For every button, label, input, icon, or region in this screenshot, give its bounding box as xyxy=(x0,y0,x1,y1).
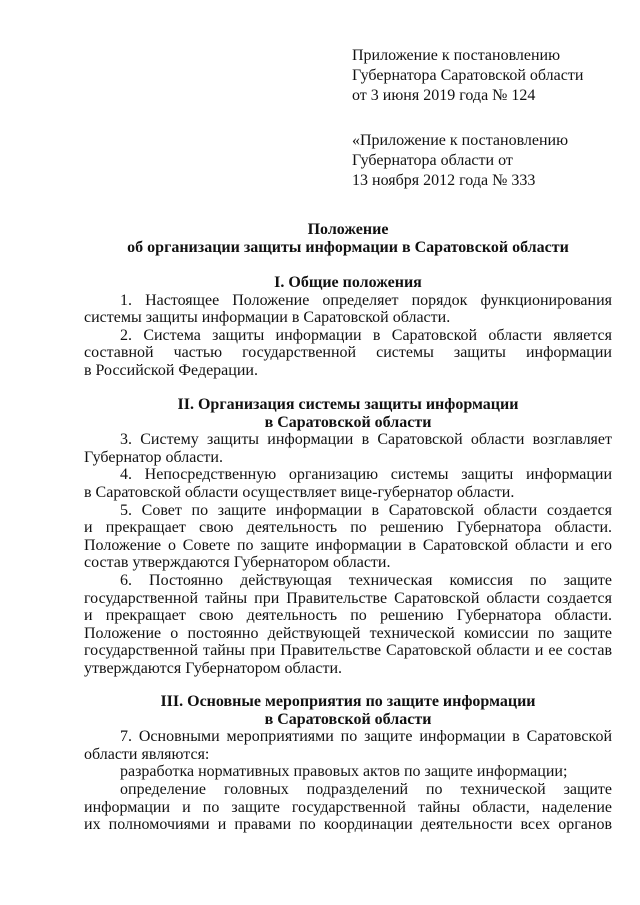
paragraph-line: 3. Систему защиты информации в Саратовской области возглавляет xyxy=(120,431,612,449)
paragraph-line: состав утверждаются Губернатором области. xyxy=(84,554,391,572)
paragraph-line: составной частью государственной системы защиты информации xyxy=(84,344,612,362)
paragraph-line: 2. Система защиты информации в Саратовской области является xyxy=(120,326,612,344)
paragraph-line: 7. Основными мероприятиями по защите информации в Саратовской xyxy=(120,728,612,746)
paragraph-line: их полномочиями и правами по координации деятельности всех органов xyxy=(84,816,612,834)
paragraph-line: 4. Непосредственную организацию системы защиты информации xyxy=(120,466,612,484)
paragraph-line: 6. Постоянно действующая техническая комиссия по защите xyxy=(120,571,612,589)
section-1 xyxy=(84,274,612,380)
header-line: Губернатора области от xyxy=(352,152,513,169)
paragraph-line: Положение о постоянно действующей технической комиссии по защите xyxy=(84,624,612,642)
paragraph-line: государственной тайны при Правительстве Саратовской области создается xyxy=(84,589,612,607)
paragraph-line: определение головных подразделений по технической защите xyxy=(120,780,612,798)
paragraph-line: и прекращает свою деятельность по решению Губернатора области. xyxy=(84,607,612,625)
section-heading: в Саратовской области xyxy=(264,710,432,728)
document-title xyxy=(84,221,612,257)
paragraph-line: информации и по защите государственной тайны области, наделение xyxy=(84,798,612,816)
header-line: Губернатора Саратовской области xyxy=(352,67,584,84)
paragraph-line: системы защиты информации в Саратовской области. xyxy=(84,309,451,327)
paragraph-line: государственной тайны при Правительстве Саратовской области и ее состав xyxy=(84,642,612,660)
title-line: Положение xyxy=(307,221,389,238)
title-line: об организации защиты информации в Саратовской области xyxy=(127,239,569,256)
paragraph-line: 1. Настоящее Положение определяет порядок функционирования xyxy=(120,291,612,309)
paragraph-line: в Саратовской области осуществляет вице-губернатор области. xyxy=(84,483,515,501)
paragraph-line: разработка нормативных правовых актов по защите информации; xyxy=(120,763,568,781)
section-heading: в Саратовской области xyxy=(264,413,432,431)
header-line: от 3 июня 2019 года № 124 xyxy=(352,87,536,104)
header-line: 13 ноября 2012 года № 333 xyxy=(352,172,536,189)
paragraph-line: области являются: xyxy=(84,745,210,763)
paragraph-line: 5. Совет по защите информации в Саратовской области создается xyxy=(120,501,612,519)
section-heading: III. Основные мероприятия по защите информации xyxy=(160,693,536,710)
appendix-header xyxy=(352,46,583,106)
paragraph-line: и прекращает свою деятельность по решению Губернатора области. xyxy=(84,519,612,537)
section-heading: I. Общие положения xyxy=(274,274,422,291)
header-line: «Приложение к постановлению xyxy=(352,132,569,149)
original-appendix-header xyxy=(352,131,568,191)
paragraph-line: Губернатор области. xyxy=(84,448,223,466)
section-heading: II. Организация системы защиты информации xyxy=(177,396,519,413)
paragraph-line: утверждаются Губернатором области. xyxy=(84,659,343,677)
section-2 xyxy=(84,396,612,678)
header-line: Приложение к постановлению xyxy=(352,47,561,64)
paragraph-line: в Российской Федерации. xyxy=(84,361,258,379)
paragraph-line: Положение о Совете по защите информации в Саратовской области и его xyxy=(84,536,612,554)
section-3 xyxy=(84,693,612,834)
